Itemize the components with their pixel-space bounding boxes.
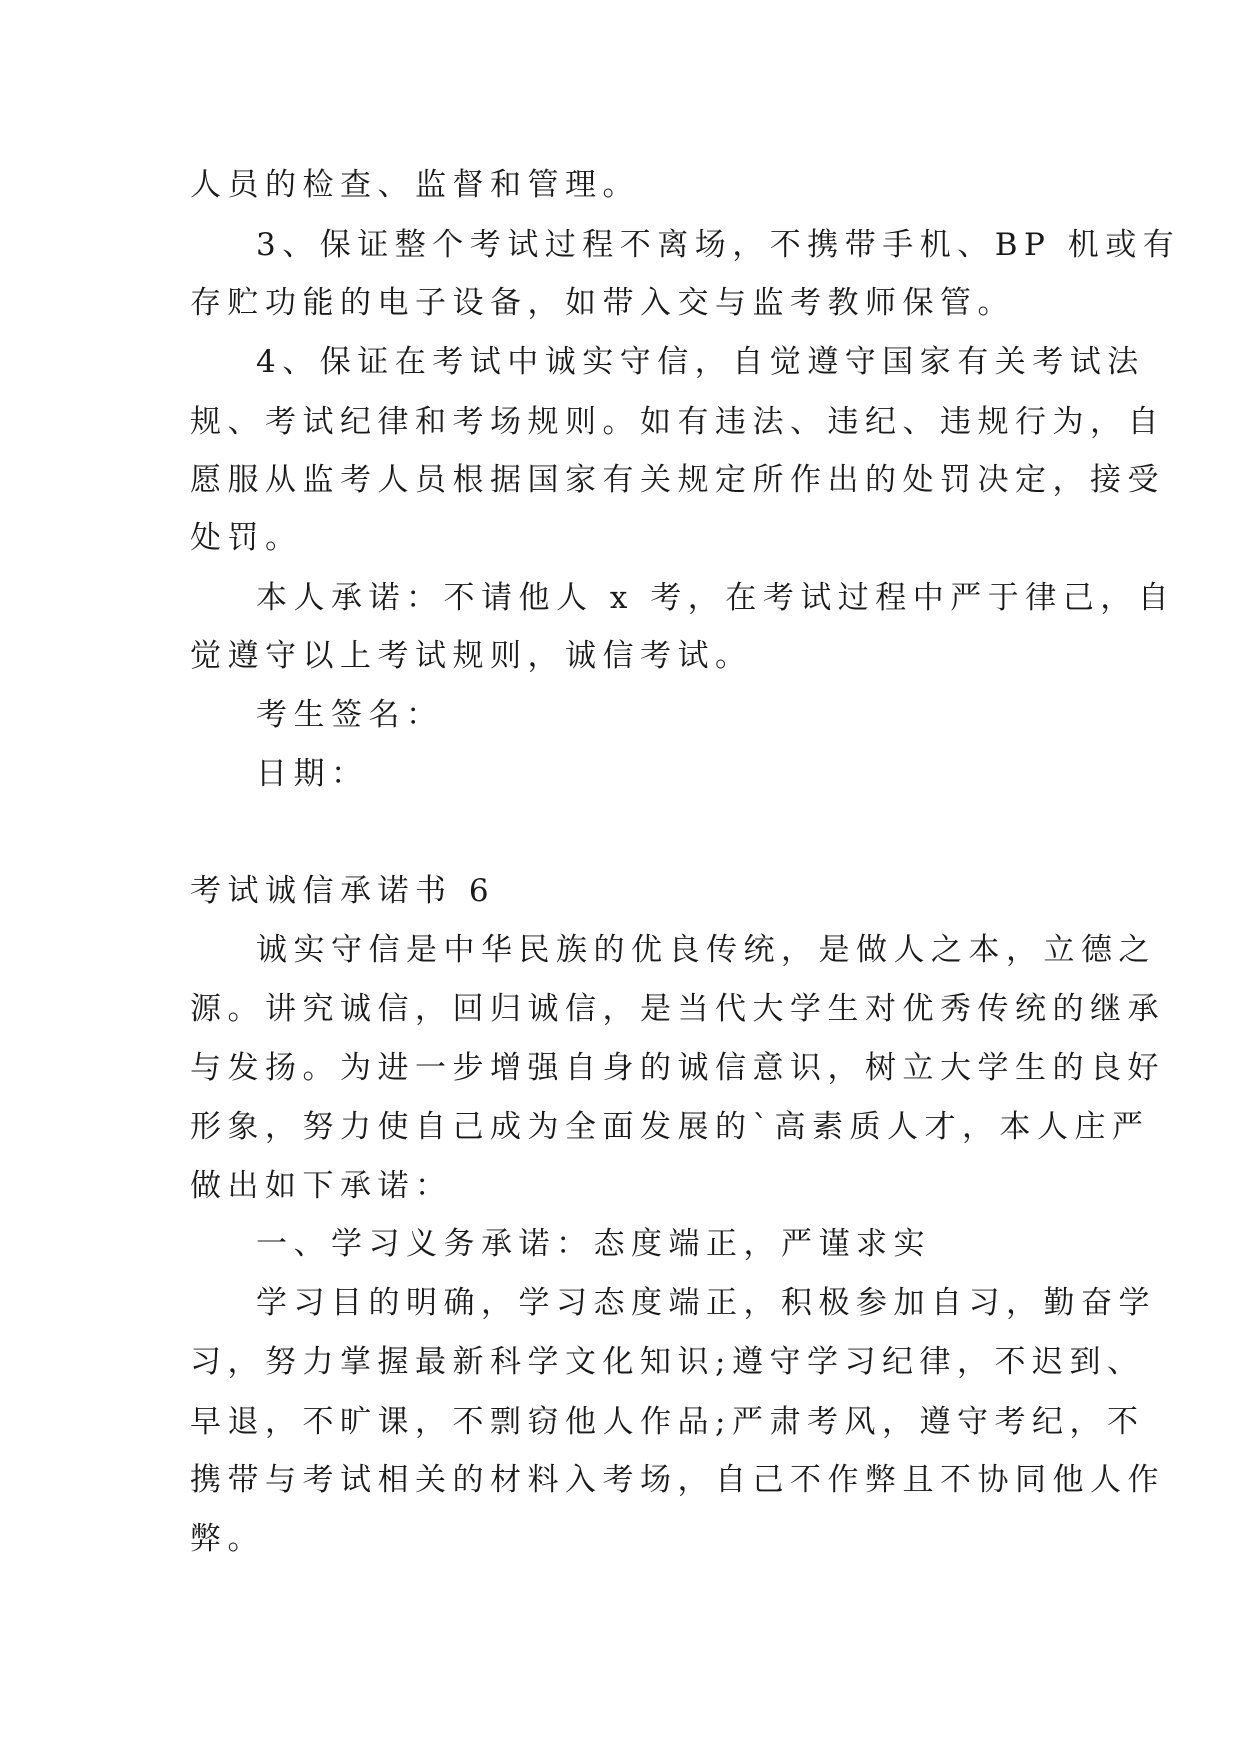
text-line: 本人承诺：不请他人 x 考，在考试过程中严于律己，自 — [256, 580, 1176, 616]
text-line: 做出如下承诺： — [190, 1168, 453, 1204]
text-line: 与发扬。为进一步增强自身的诚信意识，树立大学生的良好 — [190, 1050, 1165, 1086]
text-line: 存贮功能的电子设备，如带入交与监考教师保管。 — [190, 285, 1015, 321]
signature-label: 考生签名： — [256, 697, 444, 733]
text-line: 携带与考试相关的材料入考场，自己不作弊且不协同他人作 — [190, 1462, 1165, 1498]
text-line: 处罚。 — [190, 520, 303, 556]
text-line: 觉遵守以上考试规则，诚信考试。 — [190, 638, 753, 674]
text-line: 愿服从监考人员根据国家有关规定所作出的处罚决定，接受 — [190, 462, 1165, 498]
text-line: 人员的检查、监督和管理。 — [190, 167, 640, 203]
text-line: 形象，努力使自己成为全面发展的`高素质人才，本人庄严 — [190, 1109, 1150, 1145]
text-line: 诚实守信是中华民族的优良传统，是做人之本，立德之 — [256, 932, 1156, 968]
subheading: 一、学习义务承诺：态度端正，严谨求实 — [256, 1226, 931, 1262]
text-line: 3、保证整个考试过程不离场，不携带手机、BP 机或有 — [256, 227, 1181, 263]
date-label: 日期： — [256, 756, 369, 792]
text-line: 早退，不旷课，不剽窃他人作品;严肃考风，遵守考纪，不 — [190, 1404, 1145, 1440]
section-title: 考试诚信承诺书 6 — [190, 873, 496, 909]
text-line: 学习目的明确，学习态度端正，积极参加自习，勤奋学 — [256, 1285, 1156, 1321]
text-line: 4、保证在考试中诚实守信，自觉遵守国家有关考试法 — [256, 344, 1145, 380]
text-line: 习，努力掌握最新科学文化知识;遵守学习纪律，不迟到、 — [190, 1344, 1145, 1380]
text-line: 规、考试纪律和考场规则。如有违法、违纪、违规行为，自 — [190, 404, 1165, 440]
text-line: 弊。 — [190, 1521, 265, 1557]
text-line: 源。讲究诚信，回归诚信，是当代大学生对优秀传统的继承 — [190, 991, 1165, 1027]
